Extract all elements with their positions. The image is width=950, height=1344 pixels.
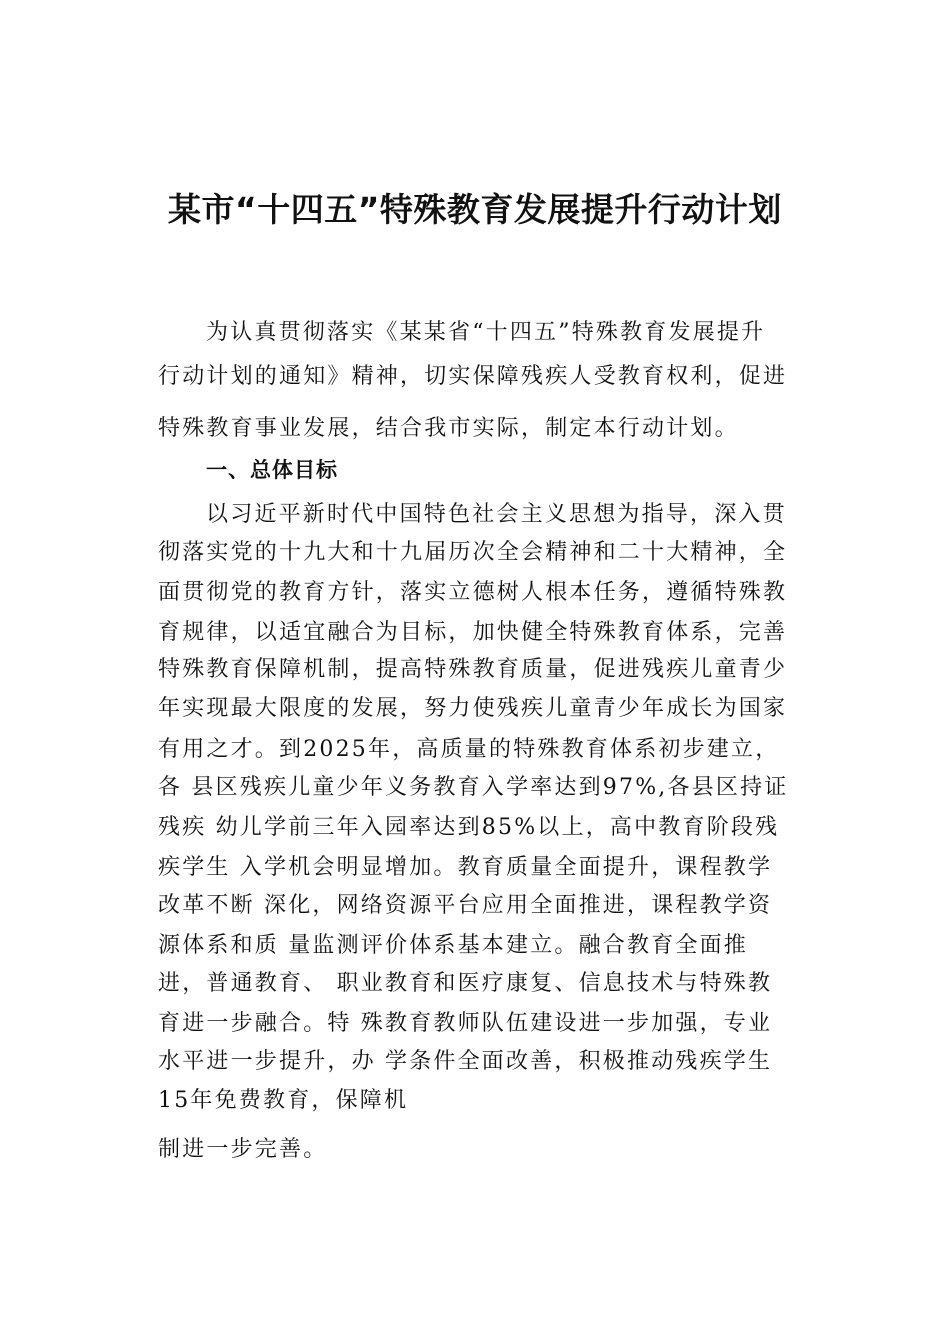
body-line-2: 彻落实党的十九大和十九届历次全会精神和二十大精神，全 (158, 540, 788, 565)
intro-line-1: 为认真贯彻落实《某某省“十四五”特殊教育发展提升 (206, 320, 766, 345)
body-line-4: 育规律，以适宜融合为目标，加快健全特殊教育体系，完善 (158, 620, 788, 645)
body-line-1: 以习近平新时代中国特色社会主义思想为指导，深入贯 (206, 502, 787, 527)
intro-line-3: 特殊教育事业发展，结合我市实际，制定本行动计划。 (158, 416, 739, 441)
body-line-6: 年实现最大限度的发展，努力使残疾儿童青少年成长为国家 (158, 696, 788, 721)
body-line-10: 疾学生 入学机会明显增加。教育质量全面提升，课程教学 (158, 855, 773, 880)
body-line-9: 残疾 幼儿学前三年入园率达到85%以上，高中教育阶段残 (158, 815, 780, 840)
body-line-11: 改革不断 深化，网络资源平台应用全面推进，课程教学资 (158, 893, 773, 918)
body-line-14: 育进一步融合。特 殊教育教师队伍建设进一步加强，专业 (158, 1011, 773, 1036)
intro-line-2: 行动计划的通知》精神，切实保障残疾人受教育权利，促进 (158, 364, 788, 389)
body-line-16: 15年免费教育，保障机 (158, 1088, 409, 1113)
section-heading-overall-goals: 一、总体目标 (206, 458, 338, 482)
body-line-7: 有用之才。到2025年，高质量的特殊教育体系初步建立， (158, 737, 780, 762)
body-line-13: 进，普通教育、 职业教育和医疗康复、信息技术与特殊教 (158, 971, 773, 996)
body-line-5: 特殊教育保障机制，提高特殊教育质量，促进残疾儿童青少 (158, 657, 788, 682)
document-title: 某市“十四五”特殊教育发展提升行动计划 (168, 190, 782, 229)
body-line-8: 各 县区残疾儿童少年义务教育入学率达到97%,各县区持证 (158, 775, 789, 800)
body-line-3: 面贯彻党的教育方针，落实立德树人根本任务，遵循特殊教 (158, 580, 788, 605)
body-line-12: 源体系和质 量监测评价体系基本建立。融合教育全面推 (158, 933, 748, 958)
body-line-15: 水平进一步提升，办 学条件全面改善，积极推动残疾学生 (158, 1049, 773, 1074)
body-line-17: 制进一步完善。 (158, 1137, 328, 1162)
